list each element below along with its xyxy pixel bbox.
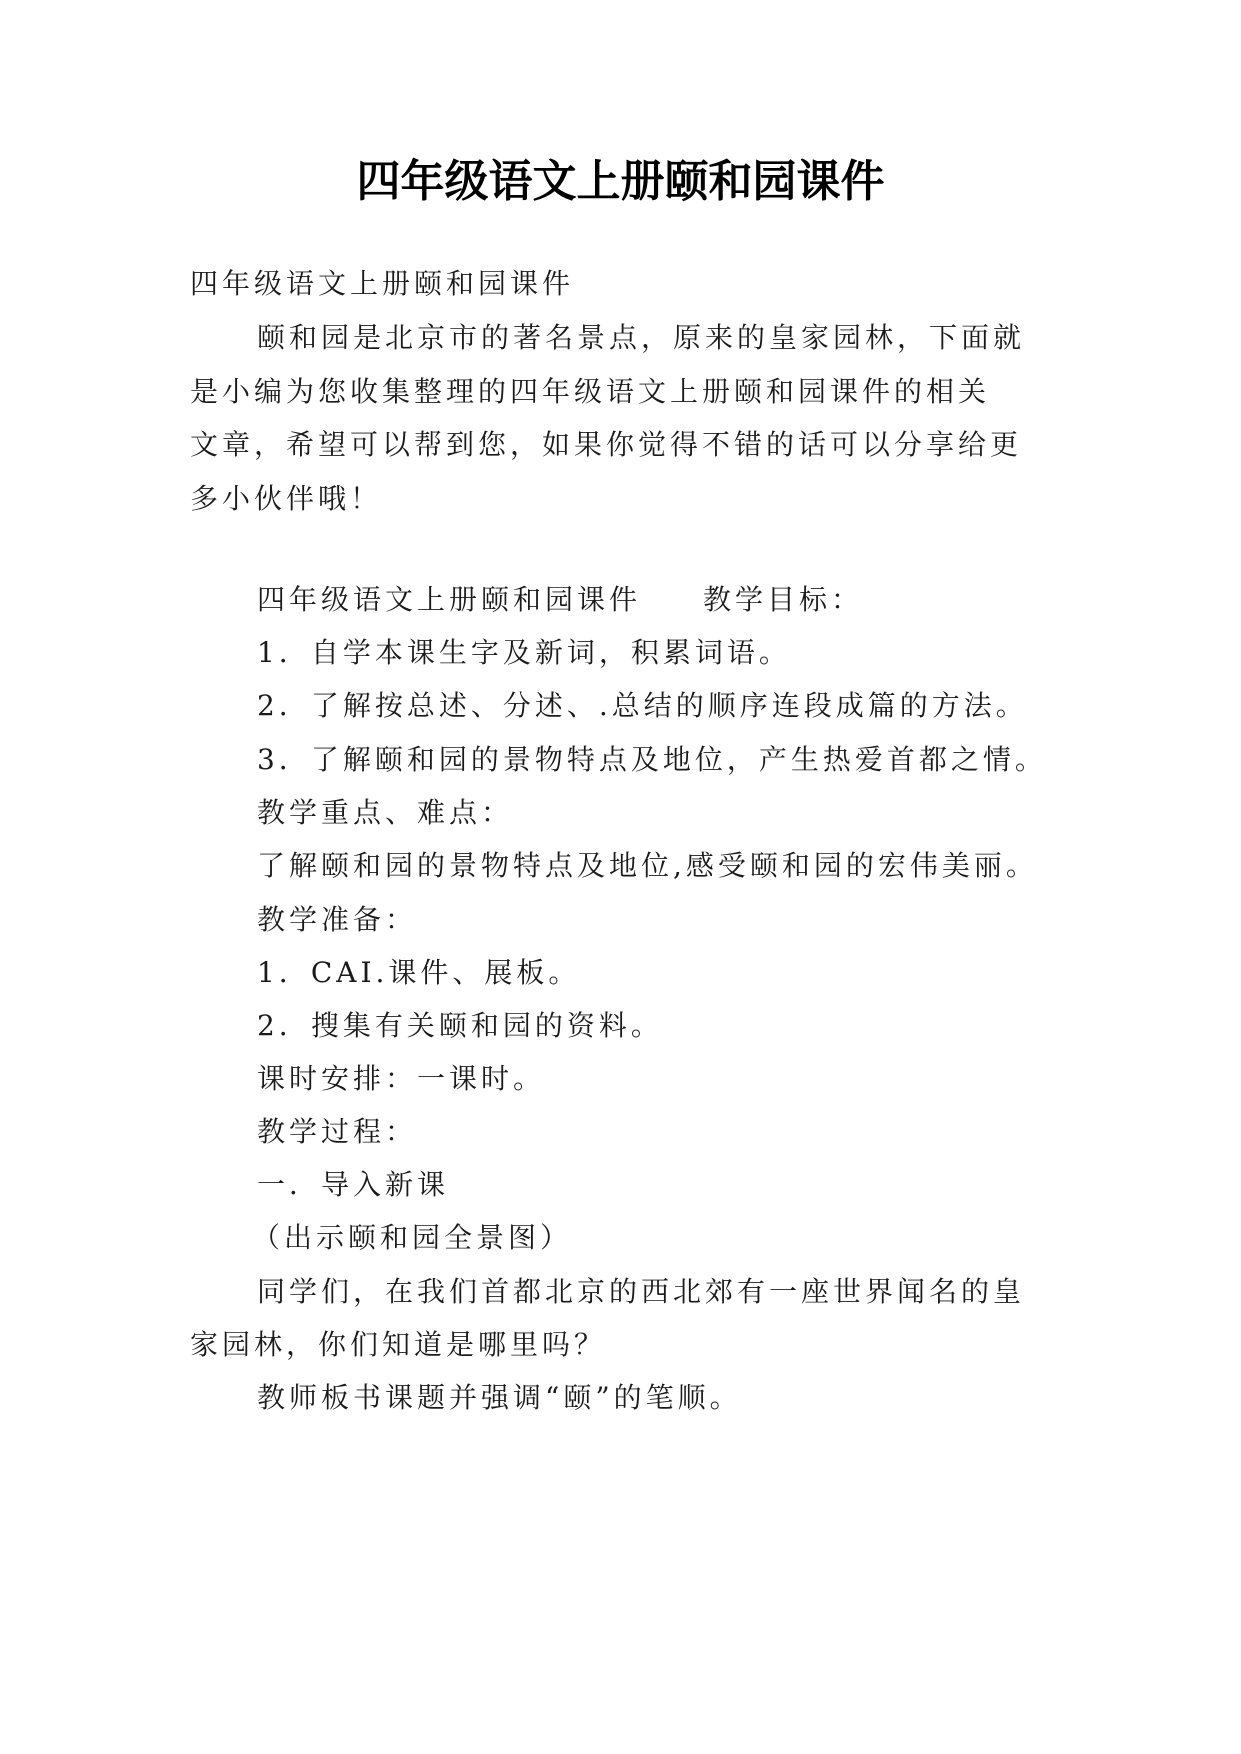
prep-item-2: 2．搜集有关颐和园的资料。 (257, 1009, 663, 1042)
key-points-label: 教学重点、难点： (257, 796, 514, 829)
prep-item-1: 1．CAI.课件、展板。 (257, 956, 581, 989)
objective-item-2: 2．了解按总述、分述、.总结的顺序连段成篇的方法。 (257, 689, 1028, 722)
step-one-heading: 一．导入新课 (257, 1168, 450, 1201)
intro-line-4: 多小伙伴哦！ (190, 482, 383, 515)
prep-label: 教学准备： (257, 903, 418, 936)
question-line-2: 家园林，你们知道是哪里吗？ (190, 1328, 607, 1361)
intro-line-1: 颐和园是北京市的著名景点，原来的皇家园林，下面就 (257, 321, 1026, 354)
document-subtitle: 四年级语文上册颐和园课件 (190, 267, 575, 300)
question-line-1: 同学们，在我们首都北京的西北郊有一座世界闻名的皇 (257, 1275, 1026, 1308)
section-heading-row (257, 580, 863, 620)
section-heading: 四年级语文上册颐和园课件 (257, 583, 642, 616)
intro-line-2: 是小编为您收集整理的四年级语文上册颐和园课件的相关 (190, 375, 991, 408)
intro-line-3: 文章，希望可以帮到您，如果你觉得不错的话可以分享给更 (190, 428, 1023, 461)
board-note: 教师板书课题并强调“颐”的笔顺。 (257, 1381, 742, 1414)
key-points-text: 了解颐和园的景物特点及地位,感受颐和园的宏伟美丽。 (257, 849, 1038, 882)
objective-item-3: 3．了解颐和园的景物特点及地位，产生热爱首都之情。 (257, 743, 1047, 776)
document-title: 四年级语文上册颐和园课件 (356, 156, 885, 207)
step-one-note: （出示颐和园全景图） (252, 1221, 573, 1254)
objective-item-1: 1．自学本课生字及新词，积累词语。 (257, 636, 791, 669)
objectives-label: 教学目标： (703, 583, 864, 616)
process-label: 教学过程： (257, 1115, 418, 1148)
schedule-text: 课时安排：一课时。 (257, 1062, 546, 1095)
